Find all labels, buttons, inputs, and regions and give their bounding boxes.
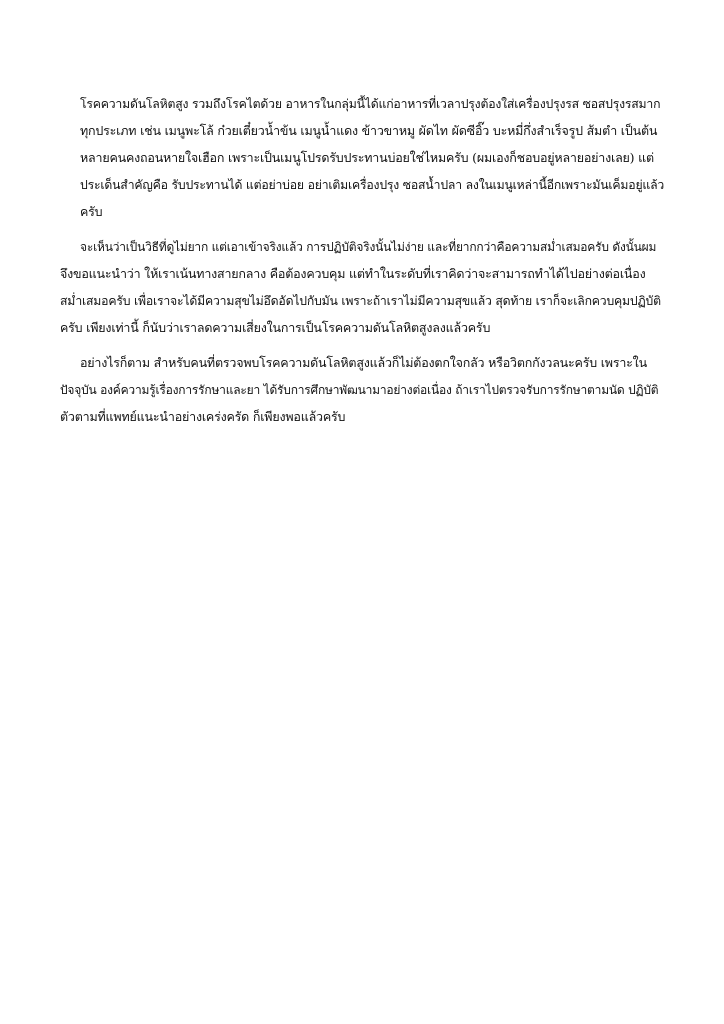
paragraph-line: โรคความดันโลหิตสูง รวมถึงโรคไตด้วย อาหารในกลุ่มนี้ได้แก่อาหารที่เวลาปรุงต้องใส่เครื่องปรุงรส ซอสปรุงรสมาก [80, 97, 661, 111]
paragraph-line: จะเห็นว่าเป็นวิธีที่ดูไม่ยาก แต่เอาเข้าจริงแล้ว การปฏิบัติจริงนั้นไม่ง่าย และที่ยากกว่าคือความสม่ำเสมอครับ ดังนั้นผม [80, 240, 657, 254]
paragraph-line: ครับ [80, 204, 103, 219]
paragraph-line: สม่ำเสมอครับ เพื่อเราจะได้มีความสุขไม่อึดอัดไปกับมัน เพราะถ้าเราไม่มีความสุขแล้ว สุดท้าย เราก็จะเลิกควบคุมปฏิบัติ [60, 294, 661, 308]
paragraph-line: ครับ เพียงเท่านี้ ก็นับว่าเราลดความเสี่ยงในการเป็นโรคความดันโลหิตสูงลงแล้วครับ [60, 320, 491, 335]
paragraph-line: อย่างไรก็ตาม สำหรับคนที่ตรวจพบโรคความดันโลหิตสูงแล้วก็ไม่ต้องตกใจกลัว หรือวิตกกังวลนะครับ เพราะใน [80, 355, 647, 370]
paragraph-line: จึงขอแนะนำว่า ให้เราเน้นทางสายกลาง คือต้องควบคุม แต่ทำในระดับที่เราคิดว่าจะสามารถทำได้ไปอย่างต่อเนื่อง [60, 266, 646, 281]
paragraph-line: ตัวตามที่แพทย์แนะนำอย่างเคร่งครัด ก็เพียงพอแล้วครับ [60, 409, 346, 424]
paragraph-line: ปัจจุบัน องค์ความรู้เรื่องการรักษาและยา ได้รับการศึกษาพัฒนามาอย่างต่อเนื่อง ถ้าเราไปตรวจรับการรักษาตามนัด ปฏิบัติ [60, 383, 659, 397]
paragraph-line: หลายคนคงถอนหายใจเฮือก เพราะเป็นเมนูโปรดรับประทานบ่อยใช่ไหมครับ (ผมเองก็ชอบอยู่หลายอย่างเลย) แต่ [80, 150, 654, 165]
paragraph-line: ประเด็นสำคัญคือ รับประทานได้ แต่อย่าบ่อย อย่าเติมเครื่องปรุง ซอสน้ำปลา ลงในเมนูเหล่านี้อีกเพราะมันเค็มอยู่แล้ว [80, 178, 665, 192]
paragraph-line: ทุกประเภท เช่น เมนูพะโล้ ก๋วยเตี๋ยวน้ำข้น เมนูน้ำแดง ข้าวขาหมู ผัดไท ผัดซีอิ๊ว บะหมี่กึ่งสำเร็จรูป ส้มตำ เป็นต้น [80, 123, 658, 138]
